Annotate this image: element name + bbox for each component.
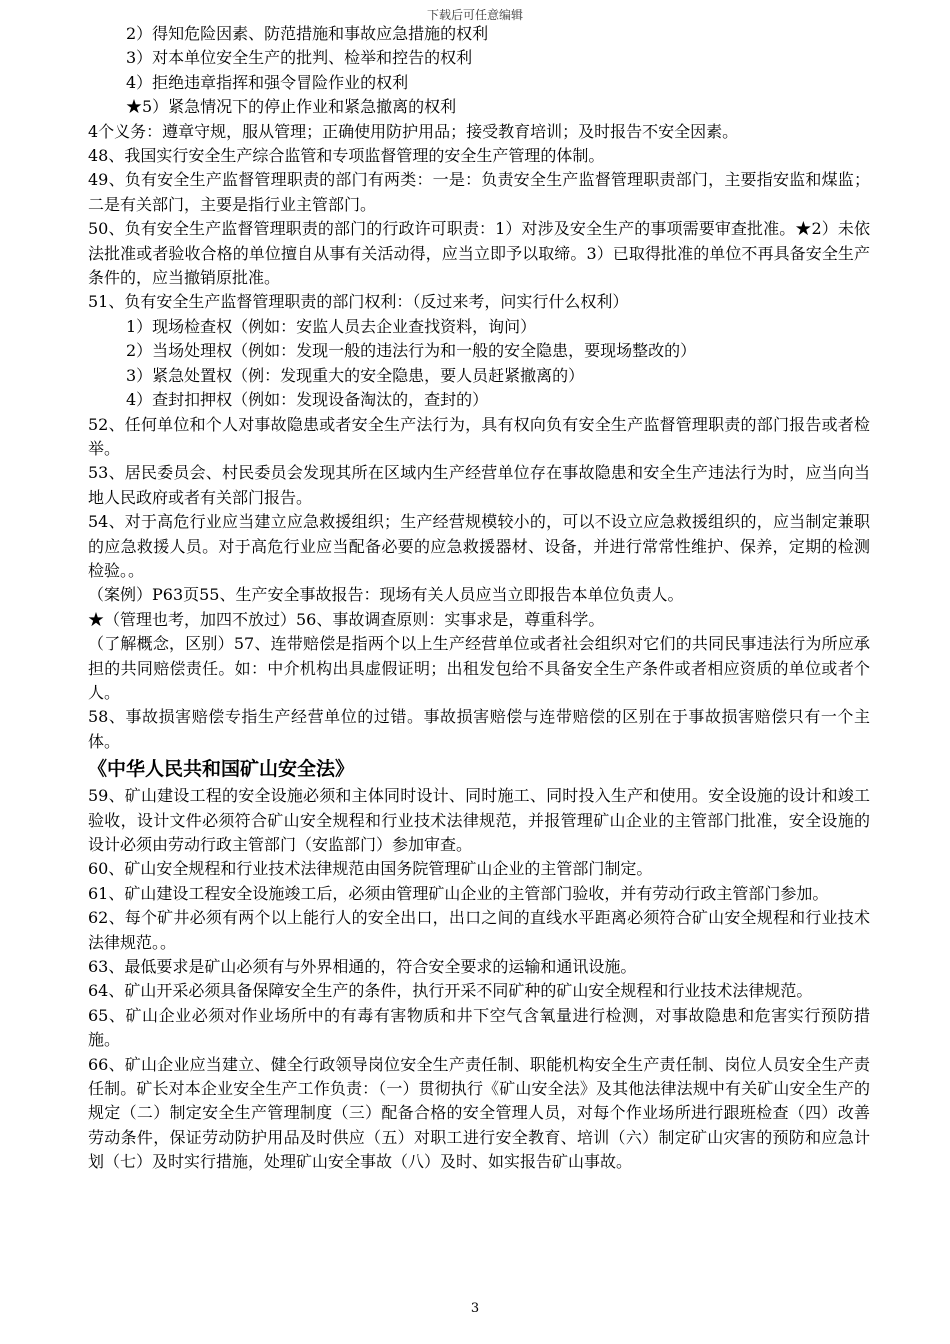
page-number: 3 <box>470 1301 480 1316</box>
paragraph: 66、矿山企业应当建立、健全行政领导岗位安全生产责任制、职能机构安全生产责任制、岗位人员安全生产责任制。矿长对本企业安全生产工作负责：（一）贯彻执行《矿山安全法》及其他法律法规中有关矿山安全生产的规定（二）制定安全生产管理制度（三）配备合格的安全管理人员，对每个作业场所进行跟班检查（四）改善劳动条件，保证劳动防护用品及时供应（五）对职工进行安全教育、培训（六）制定矿山灾害的预防和应急计划（七）及时实行措施，处理矿山安全事故（八）及时、如实报告矿山事故。 <box>88 1054 870 1172</box>
paragraph: 3）紧急处置权（例：发现重大的安全隐患，要人员赶紧撤离的） <box>126 365 585 385</box>
paragraph: 51、负有安全生产监督管理职责的部门权利：（反过来考，问实行什么权利） <box>88 292 629 312</box>
paragraph: 1）现场检查权（例如：安监人员去企业查找资料，询问） <box>126 316 537 336</box>
page-header: 下载后可任意编辑 <box>426 8 523 22</box>
paragraph: 4）查封扣押权（例如：发现设备淘汰的，查封的） <box>126 390 489 410</box>
paragraph: 61、矿山建设工程安全设施竣工后，必须由管理矿山企业的主管部门验收，并有劳动行政主管部门参加。 <box>88 883 829 903</box>
paragraph: 63、最低要求是矿山必须有与外界相通的，符合安全要求的运输和通讯设施。 <box>88 957 637 977</box>
paragraph: 48、我国实行安全生产综合监管和专项监督管理的安全生产管理的体制。 <box>88 146 605 166</box>
paragraph: 62、每个矿井必须有两个以上能行人的安全出口，出口之间的直线水平距离必须符合矿山安全规程和行业技术法律规范。。 <box>88 908 870 952</box>
paragraph: 2）得知危险因素、防范措施和事故应急措施的权利 <box>126 24 489 43</box>
paragraph: 54、对于高危行业应当建立应急救援组织；生产经营规模较小的，可以不设立应急救援组织的，应当制定兼职的应急救援人员。对于高危行业应当配备必要的应急救援器材、设备，并进行常常性维护、保养，定期的检测检验。。 <box>88 512 870 580</box>
paragraph: （案例）P63页55、生产安全事故报告：现场有关人员应当立即报告本单位负责人。 <box>88 585 684 605</box>
paragraph: 65、矿山企业必须对作业场所中的有毒有害物质和井下空气含氧量进行检测，对事故隐患和危害实行预防措施。 <box>88 1005 870 1050</box>
paragraph: 4）拒绝违章指挥和强令冒险作业的权利 <box>126 72 409 92</box>
paragraph: 53、居民委员会、村民委员会发现其所在区域内生产经营单位存在事故隐患和安全生产违法行为时，应当向当地人民政府或者有关部门报告。 <box>88 463 870 507</box>
section-title: 《中华人民共和国矿山安全法》 <box>88 758 355 781</box>
paragraph: 49、负有安全生产监督管理职责的部门有两类：一是：负责安全生产监督管理职责部门，主要指安监和煤监；二是有关部门，主要是指行业主管部门。 <box>88 170 870 214</box>
paragraph: 58、事故损害赔偿专指生产经营单位的过错。事故损害赔偿与连带赔偿的区别在于事故损害赔偿只有一个主体。 <box>88 707 870 751</box>
paragraph: 64、矿山开采必须具备保障安全生产的条件，执行开采不同矿种的矿山安全规程和行业技术法律规范。 <box>88 981 813 1001</box>
paragraph: 2）当场处理权（例如：发现一般的违法行为和一般的安全隐患，要现场整改的） <box>126 341 697 361</box>
paragraph: ★（管理也考，加四不放过）56、事故调查原则：实事求是，尊重科学。 <box>88 609 605 629</box>
paragraph: 3）对本单位安全生产的批判、检举和控告的权利 <box>126 48 473 68</box>
paragraph: 60、矿山安全规程和行业技术法律规范由国务院管理矿山企业的主管部门制定。 <box>88 859 653 879</box>
paragraph: 50、负有安全生产监督管理职责的部门的行政许可职责：1）对涉及安全生产的事项需要审查批准。★2）未依法批准或者验收合格的单位擅自从事有关活动得，应当立即予以取缔。3）已取得批准的单位不再具备安全生产条件的，应当撤销原批准。 <box>88 219 870 288</box>
paragraph: 52、任何单位和个人对事故隐患或者安全生产法行为，具有权向负有安全生产监督管理职责的部门报告或者检举。 <box>88 414 870 458</box>
paragraph: 4个义务：遵章守规，服从管理；正确使用防护用品；接受教育培训；及时报告不安全因素。 <box>88 121 739 141</box>
paragraph: （了解概念，区别）57、连带赔偿是指两个以上生产经营单位或者社会组织对它们的共同民事违法行为所应承担的共同赔偿责任。如：中介机构出具虚假证明；出租发包给不具备安全生产条件或者相应资质的单位或者个人。 <box>88 634 870 702</box>
paragraph: ★5）紧急情况下的停止作业和紧急撤离的权利 <box>126 97 457 117</box>
paragraph: 59、矿山建设工程的安全设施必须和主体同时设计、同时施工、同时投入生产和使用。安全设施的设计和竣工验收，设计文件必须符合矿山安全规程和行业技术法律规范，并报管理矿山企业的主管部门批准，安全设施的设计必须由劳动行政主管部门（安监部门）参加审查。 <box>88 786 870 854</box>
document-body <box>88 22 870 1175</box>
